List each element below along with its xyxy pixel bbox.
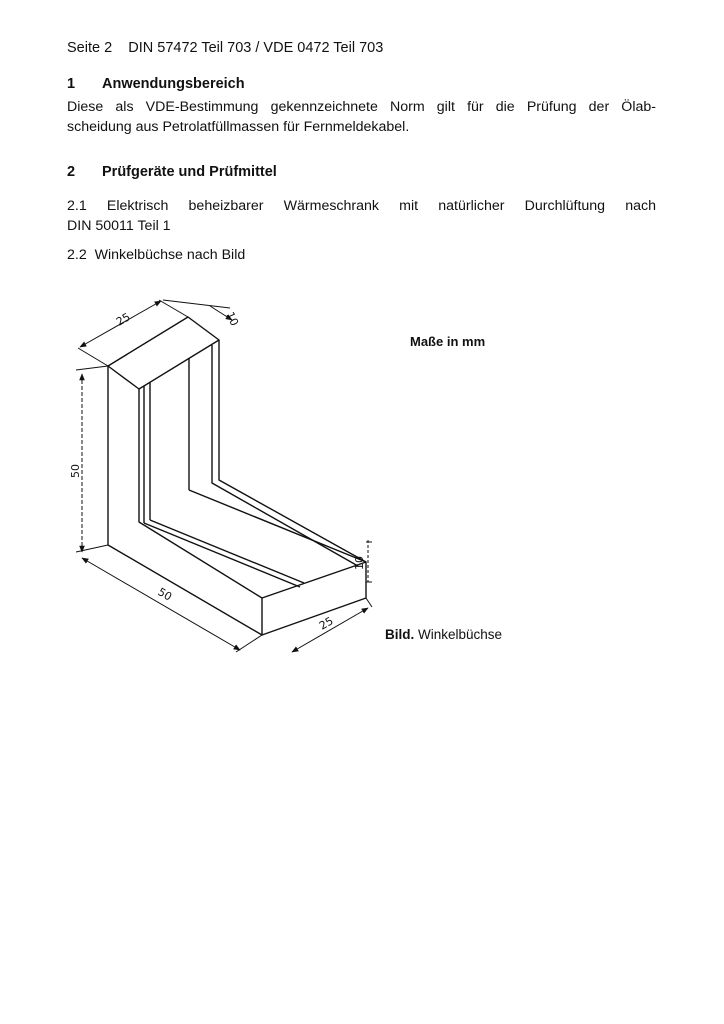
section-number: 2 xyxy=(67,164,76,180)
item-number: 2.2 xyxy=(67,247,87,263)
dimension-lines xyxy=(76,300,372,652)
item-text-continued: DIN 50011 Teil 1 xyxy=(67,218,171,234)
item-number: 2.1 xyxy=(67,198,87,214)
dim-base-length: 50 xyxy=(155,585,175,604)
units-note: Maße in mm xyxy=(410,334,486,349)
item-2-2 xyxy=(67,245,656,265)
section-1-heading xyxy=(67,76,667,96)
standard-designation: DIN 57472 Teil 703 / VDE 0472 Teil 703 xyxy=(128,40,384,56)
caption-label: Bild. xyxy=(385,627,415,642)
page-number: Seite 2 xyxy=(67,40,113,56)
section-2-heading xyxy=(67,164,667,184)
angle-box-drawing xyxy=(60,290,390,670)
section-title: Prüfgeräte und Prüfmittel xyxy=(102,164,277,180)
item-text: Elektrisch beheizbarer Wärmeschrank mit natürlicher Durchlüftung nach xyxy=(106,198,656,214)
dim-top-length: 25 xyxy=(114,310,133,329)
caption-text: Winkelbüchse xyxy=(418,627,503,642)
dim-top-thickness: 10 xyxy=(223,309,241,328)
item-2-1 xyxy=(67,196,656,236)
item-text: Winkelbüchse nach Bild xyxy=(94,247,246,263)
dim-base-width: 25 xyxy=(317,614,336,633)
figure-caption xyxy=(385,627,502,642)
paragraph-line: Diese als VDE-Bestimmung gekennzeichnete Norm gilt für die Prüfung der Ölab- xyxy=(67,99,656,115)
page-header xyxy=(67,40,383,56)
box-outline xyxy=(108,317,366,635)
section-1-paragraph xyxy=(67,97,656,137)
section-number: 1 xyxy=(67,76,76,92)
paragraph-line: scheidung aus Petrolatfüllmassen für Fernmeldekabel. xyxy=(67,119,410,135)
dim-base-height: 10 xyxy=(353,556,366,570)
dim-height: 50 xyxy=(69,464,82,478)
section-title: Anwendungsbereich xyxy=(102,76,245,92)
